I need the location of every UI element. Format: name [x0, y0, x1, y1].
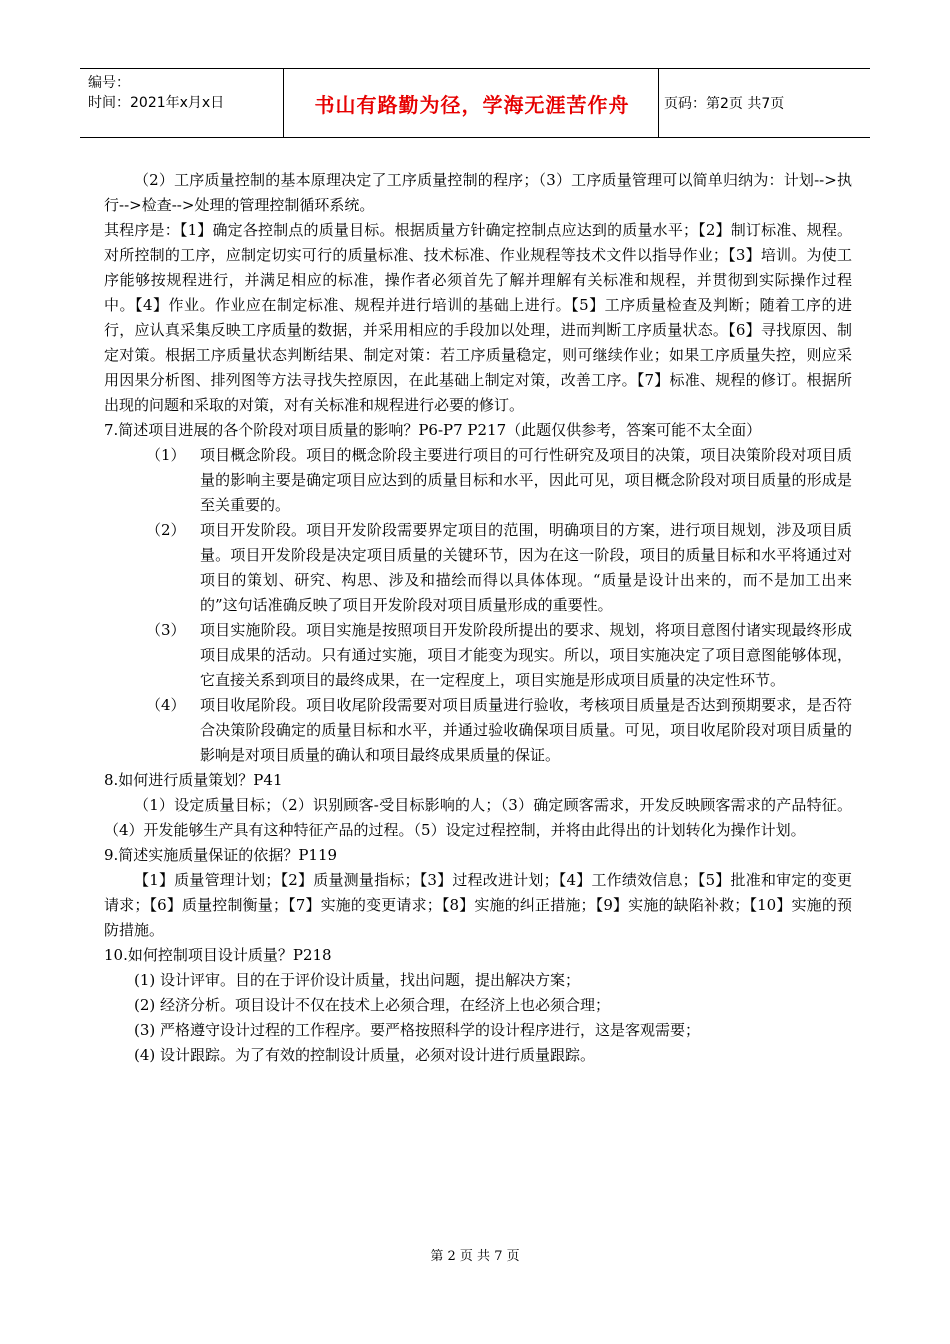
question-heading: 9.简述实施质量保证的依据？P119	[104, 846, 338, 864]
list-item-text: 项目收尾阶段。项目收尾阶段需要对项目质量进行验收，考核项目质量是否达到预期要求，是否符合决策阶段确定的质量目标和水平，并通过验收确保项目质量。可见，项目收尾阶段对项目质量的影响是对项目质量的确认和项目最终成果质量的保证。	[200, 696, 852, 764]
document-date-label: 时间：2021年x月x日	[88, 95, 225, 111]
list-item	[104, 693, 852, 768]
header-motto: 书山有路勤为径，学海无涯苦作舟	[314, 92, 630, 117]
paragraph: 【1】质量管理计划；【2】质量测量指标；【3】过程改进计划；【4】工作绩效信息；【5】批准和审定的变更请求；【6】质量控制衡量；【7】实施的变更请求；【8】实施的纠正措施；【9】实施的缺陷补救；【10】实施的预防措施。	[104, 871, 852, 939]
page-header	[80, 68, 870, 138]
list-number: （3）	[146, 621, 186, 639]
document-number-label: 编号：	[88, 75, 130, 91]
list-item-text: 项目概念阶段。项目的概念阶段主要进行项目的可行性研究及项目的决策，项目决策阶段对项目质量的影响主要是确定项目应达到的质量目标和水平，因此可见，项目概念阶段对项目质量的形成是至关重要的。	[200, 446, 852, 514]
list-number: （2）	[146, 521, 186, 539]
question-heading: 10.如何控制项目设计质量？P218	[104, 946, 332, 964]
list-number: （1）	[146, 446, 186, 464]
header-page-number: 页码：第2页 共7页	[664, 96, 785, 112]
question-heading: 8.如何进行质量策划？P41	[104, 771, 283, 789]
question-heading: 7.简述项目进展的各个阶段对项目质量的影响？P6-P7 P217（此题仅供参考，答案可能不太全面）	[104, 421, 762, 439]
list-item: (4) 设计跟踪。为了有效的控制设计质量，必须对设计进行质量跟踪。	[134, 1046, 596, 1064]
document-body	[104, 168, 852, 1068]
list-item: (3) 严格遵守设计过程的工作程序。要严格按照科学的设计程序进行，这是客观需要；	[134, 1021, 701, 1039]
page-footer: 第 2 页 共 7 页	[430, 1249, 520, 1264]
list-item: (1) 设计评审。目的在于评价设计质量，找出问题，提出解决方案；	[134, 971, 581, 989]
list-item: (2) 经济分析。项目设计不仅在技术上必须合理，在经济上也必须合理；	[134, 996, 611, 1014]
header-divider	[283, 69, 284, 137]
paragraph: 其程序是：【1】确定各控制点的质量目标。根据质量方针确定控制点应达到的质量水平；【2】制订标准、规程。对所控制的工序，应制定切实可行的质量标准、技术标准、作业规程等技术文件以指导作业；【3】培训。为使工序能够按规程进行，并满足相应的标准，操作者必须首先了解并理解有关标准和规程，并贯彻到实际操作过程中。【4】作业。作业应在制定标准、规程并进行培训的基础上进行。【5】工序质量检查及判断；随着工序的进行，应认真采集反映工序质量的数据，并采用相应的手段加以处理，进而判断工序质量状态。【6】寻找原因、制定对策。根据工序质量状态判断结果、制定对策：若工序质量稳定，则可继续作业；如果工序质量失控，则应采用因果分析图、排列图等方法寻找失控原因，在此基础上制定对策，改善工序。【7】标准、规程的修订。根据所出现的问题和采取的对策，对有关标准和规程进行必要的修订。	[104, 221, 852, 414]
list-item	[104, 618, 852, 693]
list-item	[104, 443, 852, 518]
list-number: （4）	[146, 696, 186, 714]
header-divider	[658, 69, 659, 137]
header-meta	[88, 73, 224, 113]
list-item-text: 项目实施阶段。项目实施是按照项目开发阶段所提出的要求、规划，将项目意图付诸实现最终形成项目成果的活动。只有通过实施，项目才能变为现实。所以，项目实施决定了项目意图能够体现，它直接关系到项目的最终成果，在一定程度上，项目实施是形成项目质量的决定性环节。	[200, 621, 852, 689]
list-item	[104, 518, 852, 618]
paragraph: （2）工序质量控制的基本原理决定了工序质量控制的程序；（3）工序质量管理可以简单归纳为：计划-->执行-->检查-->处理的管理控制循环系统。	[104, 171, 852, 214]
paragraph: （1）设定质量目标；（2）识别顾客-受目标影响的人；（3）确定顾客需求，开发反映顾客需求的产品特征。（4）开发能够生产具有这种特征产品的过程。（5）设定过程控制，并将由此得出的计划转化为操作计划。	[104, 796, 852, 839]
list-item-text: 项目开发阶段。项目开发阶段需要界定项目的范围，明确项目的方案，进行项目规划，涉及项目质量。项目开发阶段是决定项目质量的关键环节，因为在这一阶段，项目的质量目标和水平将通过对项目的策划、研究、构思、涉及和描绘而得以具体体现。“质量是设计出来的，而不是加工出来的”这句话准确反映了项目开发阶段对项目质量形成的重要性。	[200, 521, 852, 614]
